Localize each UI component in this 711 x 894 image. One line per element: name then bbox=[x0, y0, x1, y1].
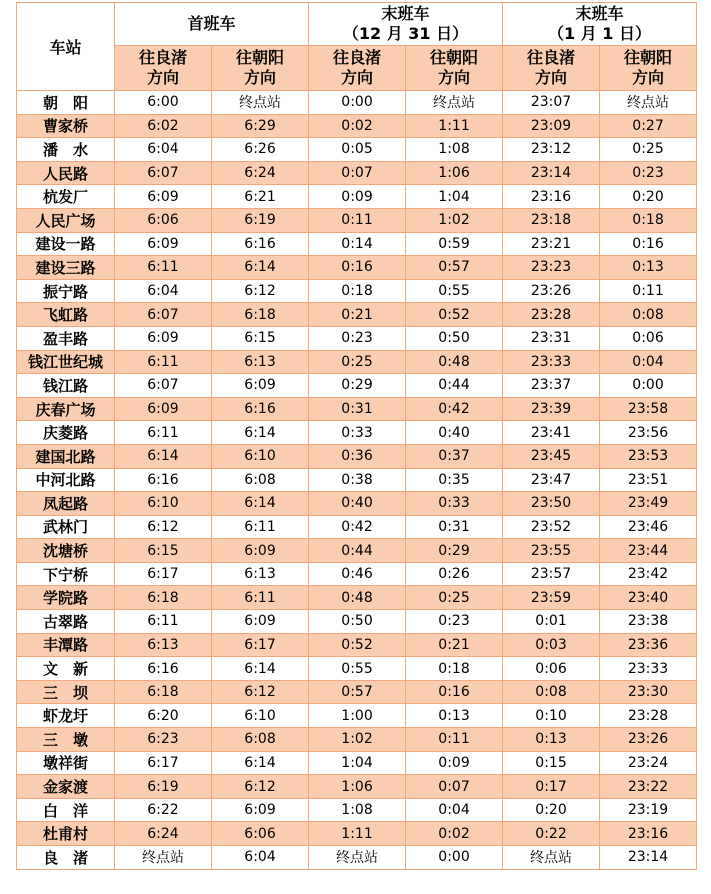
first-train-liangzhu-cell: 6:19 bbox=[115, 775, 212, 799]
last-dec31-liangzhu-cell: 0:18 bbox=[309, 279, 406, 303]
station-cell: 丰潭路 bbox=[17, 633, 115, 657]
table-row bbox=[17, 350, 697, 374]
last-dec31-chaoyang-cell: 1:11 bbox=[406, 114, 503, 138]
last-jan1-liangzhu-cell: 23:39 bbox=[503, 397, 600, 421]
table-row bbox=[17, 633, 697, 657]
first-train-liangzhu-cell: 6:09 bbox=[115, 326, 212, 350]
station-cell: 建设一路 bbox=[17, 232, 115, 256]
station-cell: 飞虹路 bbox=[17, 303, 115, 327]
first-train-liangzhu-cell: 6:12 bbox=[115, 515, 212, 539]
station-cell: 古翠路 bbox=[17, 610, 115, 634]
last-dec31-chaoyang-cell: 0:50 bbox=[406, 326, 503, 350]
last-dec31-liangzhu-cell: 0:57 bbox=[309, 680, 406, 704]
station-cell: 凤起路 bbox=[17, 492, 115, 516]
first-train-chaoyang-cell: 6:11 bbox=[212, 515, 309, 539]
last-dec31-chaoyang-cell: 0:13 bbox=[406, 704, 503, 728]
last-dec31-liangzhu-cell: 0:50 bbox=[309, 610, 406, 634]
header-last-train-dec31-title: 末班车 bbox=[381, 4, 430, 23]
header-dir-liangzhu: 往良渚 方向 bbox=[503, 46, 600, 91]
last-dec31-chaoyang-cell: 终点站 bbox=[406, 91, 503, 115]
station-cell: 墩祥街 bbox=[17, 751, 115, 775]
table-row bbox=[17, 279, 697, 303]
first-train-liangzhu-cell: 6:15 bbox=[115, 539, 212, 563]
station-cell: 振宁路 bbox=[17, 279, 115, 303]
station-cell: 钱江世纪城 bbox=[17, 350, 115, 374]
header-dir-chaoyang: 往朝阳 方向 bbox=[600, 46, 697, 91]
first-train-chaoyang-cell: 6:06 bbox=[212, 822, 309, 846]
first-train-chaoyang-cell: 6:29 bbox=[212, 114, 309, 138]
header-dir-chaoyang: 往朝阳 方向 bbox=[406, 46, 503, 91]
last-jan1-chaoyang-cell: 23:36 bbox=[600, 633, 697, 657]
last-jan1-chaoyang-cell: 23:30 bbox=[600, 680, 697, 704]
table-row bbox=[17, 303, 697, 327]
last-jan1-liangzhu-cell: 23:16 bbox=[503, 185, 600, 209]
last-dec31-liangzhu-cell: 0:02 bbox=[309, 114, 406, 138]
last-dec31-chaoyang-cell: 0:21 bbox=[406, 633, 503, 657]
last-dec31-chaoyang-cell: 0:07 bbox=[406, 775, 503, 799]
last-dec31-liangzhu-cell: 1:11 bbox=[309, 822, 406, 846]
table-row bbox=[17, 562, 697, 586]
table-row bbox=[17, 728, 697, 752]
table-row bbox=[17, 161, 697, 185]
table-row bbox=[17, 91, 697, 115]
last-jan1-chaoyang-cell: 23:16 bbox=[600, 822, 697, 846]
table-row bbox=[17, 515, 697, 539]
first-train-liangzhu-cell: 6:13 bbox=[115, 633, 212, 657]
timetable bbox=[16, 2, 697, 870]
last-dec31-chaoyang-cell: 1:06 bbox=[406, 161, 503, 185]
first-train-liangzhu-cell: 6:22 bbox=[115, 798, 212, 822]
table-row bbox=[17, 751, 697, 775]
last-dec31-liangzhu-cell: 0:09 bbox=[309, 185, 406, 209]
last-jan1-liangzhu-cell: 23:52 bbox=[503, 515, 600, 539]
first-train-liangzhu-cell: 6:09 bbox=[115, 232, 212, 256]
last-jan1-liangzhu-cell: 23:14 bbox=[503, 161, 600, 185]
last-jan1-liangzhu-cell: 23:23 bbox=[503, 256, 600, 280]
last-jan1-chaoyang-cell: 0:23 bbox=[600, 161, 697, 185]
last-jan1-liangzhu-cell: 23:07 bbox=[503, 91, 600, 115]
first-train-liangzhu-cell: 6:24 bbox=[115, 822, 212, 846]
first-train-chaoyang-cell: 6:10 bbox=[212, 444, 309, 468]
last-dec31-chaoyang-cell: 0:52 bbox=[406, 303, 503, 327]
station-cell: 人民广场 bbox=[17, 208, 115, 232]
table-row bbox=[17, 798, 697, 822]
last-dec31-chaoyang-cell: 0:33 bbox=[406, 492, 503, 516]
station-cell: 三 墩 bbox=[17, 728, 115, 752]
last-jan1-liangzhu-cell: 23:41 bbox=[503, 421, 600, 445]
station-cell: 中河北路 bbox=[17, 468, 115, 492]
last-jan1-liangzhu-cell: 0:01 bbox=[503, 610, 600, 634]
first-train-chaoyang-cell: 6:14 bbox=[212, 421, 309, 445]
first-train-liangzhu-cell: 6:02 bbox=[115, 114, 212, 138]
last-jan1-liangzhu-cell: 23:33 bbox=[503, 350, 600, 374]
last-dec31-chaoyang-cell: 0:09 bbox=[406, 751, 503, 775]
last-jan1-liangzhu-cell: 23:28 bbox=[503, 303, 600, 327]
last-dec31-liangzhu-cell: 0:29 bbox=[309, 374, 406, 398]
last-dec31-liangzhu-cell: 0:00 bbox=[309, 91, 406, 115]
last-jan1-liangzhu-cell: 23:18 bbox=[503, 208, 600, 232]
header-dir-chaoyang: 往朝阳 方向 bbox=[212, 46, 309, 91]
header-last-train-dec31 bbox=[309, 3, 503, 46]
last-dec31-chaoyang-cell: 0:11 bbox=[406, 728, 503, 752]
last-dec31-chaoyang-cell: 1:04 bbox=[406, 185, 503, 209]
last-jan1-chaoyang-cell: 终点站 bbox=[600, 91, 697, 115]
station-cell: 盈丰路 bbox=[17, 326, 115, 350]
last-jan1-chaoyang-cell: 0:13 bbox=[600, 256, 697, 280]
first-train-liangzhu-cell: 6:11 bbox=[115, 421, 212, 445]
station-cell: 庆菱路 bbox=[17, 421, 115, 445]
last-jan1-chaoyang-cell: 23:49 bbox=[600, 492, 697, 516]
last-dec31-liangzhu-cell: 0:46 bbox=[309, 562, 406, 586]
station-cell: 良 渚 bbox=[17, 846, 115, 870]
last-dec31-chaoyang-cell: 0:37 bbox=[406, 444, 503, 468]
last-jan1-liangzhu-cell: 23:50 bbox=[503, 492, 600, 516]
last-dec31-liangzhu-cell: 0:07 bbox=[309, 161, 406, 185]
table-row bbox=[17, 256, 697, 280]
table-row bbox=[17, 468, 697, 492]
first-train-chaoyang-cell: 6:21 bbox=[212, 185, 309, 209]
last-jan1-liangzhu-cell: 23:55 bbox=[503, 539, 600, 563]
last-dec31-liangzhu-cell: 0:14 bbox=[309, 232, 406, 256]
table-row bbox=[17, 680, 697, 704]
station-cell: 文 新 bbox=[17, 657, 115, 681]
last-dec31-chaoyang-cell: 0:35 bbox=[406, 468, 503, 492]
station-cell: 庆春广场 bbox=[17, 397, 115, 421]
first-train-chaoyang-cell: 6:11 bbox=[212, 586, 309, 610]
last-dec31-chaoyang-cell: 0:29 bbox=[406, 539, 503, 563]
first-train-chaoyang-cell: 6:14 bbox=[212, 492, 309, 516]
last-jan1-liangzhu-cell: 0:17 bbox=[503, 775, 600, 799]
first-train-chaoyang-cell: 6:10 bbox=[212, 704, 309, 728]
last-jan1-liangzhu-cell: 23:37 bbox=[503, 374, 600, 398]
table-row bbox=[17, 444, 697, 468]
last-dec31-chaoyang-cell: 1:02 bbox=[406, 208, 503, 232]
last-jan1-chaoyang-cell: 0:25 bbox=[600, 138, 697, 162]
station-cell: 虾龙圩 bbox=[17, 704, 115, 728]
header-first-train: 首班车 bbox=[115, 3, 309, 46]
table-row bbox=[17, 539, 697, 563]
last-jan1-liangzhu-cell: 23:26 bbox=[503, 279, 600, 303]
first-train-chaoyang-cell: 6:17 bbox=[212, 633, 309, 657]
last-dec31-chaoyang-cell: 0:40 bbox=[406, 421, 503, 445]
last-dec31-chaoyang-cell: 0:42 bbox=[406, 397, 503, 421]
last-dec31-liangzhu-cell: 0:40 bbox=[309, 492, 406, 516]
last-dec31-chaoyang-cell: 0:55 bbox=[406, 279, 503, 303]
last-dec31-liangzhu-cell: 1:00 bbox=[309, 704, 406, 728]
last-jan1-chaoyang-cell: 0:04 bbox=[600, 350, 697, 374]
last-jan1-chaoyang-cell: 0:08 bbox=[600, 303, 697, 327]
table-row bbox=[17, 657, 697, 681]
table-row bbox=[17, 775, 697, 799]
last-jan1-chaoyang-cell: 23:42 bbox=[600, 562, 697, 586]
last-dec31-liangzhu-cell: 1:06 bbox=[309, 775, 406, 799]
last-dec31-chaoyang-cell: 0:04 bbox=[406, 798, 503, 822]
table-row bbox=[17, 704, 697, 728]
last-dec31-liangzhu-cell: 0:23 bbox=[309, 326, 406, 350]
last-jan1-liangzhu-cell: 0:08 bbox=[503, 680, 600, 704]
last-jan1-liangzhu-cell: 23:47 bbox=[503, 468, 600, 492]
last-jan1-chaoyang-cell: 23:40 bbox=[600, 586, 697, 610]
last-dec31-liangzhu-cell: 0:05 bbox=[309, 138, 406, 162]
first-train-chaoyang-cell: 6:15 bbox=[212, 326, 309, 350]
last-dec31-liangzhu-cell: 0:33 bbox=[309, 421, 406, 445]
first-train-liangzhu-cell: 6:07 bbox=[115, 303, 212, 327]
station-cell: 沈塘桥 bbox=[17, 539, 115, 563]
last-dec31-liangzhu-cell: 0:48 bbox=[309, 586, 406, 610]
station-cell: 下宁桥 bbox=[17, 562, 115, 586]
first-train-chaoyang-cell: 6:14 bbox=[212, 256, 309, 280]
last-dec31-chaoyang-cell: 0:02 bbox=[406, 822, 503, 846]
first-train-chaoyang-cell: 6:16 bbox=[212, 232, 309, 256]
last-jan1-chaoyang-cell: 0:16 bbox=[600, 232, 697, 256]
last-dec31-liangzhu-cell: 0:38 bbox=[309, 468, 406, 492]
first-train-chaoyang-cell: 6:14 bbox=[212, 657, 309, 681]
last-jan1-chaoyang-cell: 23:22 bbox=[600, 775, 697, 799]
first-train-liangzhu-cell: 6:16 bbox=[115, 468, 212, 492]
first-train-chaoyang-cell: 6:04 bbox=[212, 846, 309, 870]
last-dec31-chaoyang-cell: 0:23 bbox=[406, 610, 503, 634]
last-dec31-chaoyang-cell: 0:31 bbox=[406, 515, 503, 539]
first-train-chaoyang-cell: 6:26 bbox=[212, 138, 309, 162]
table-row bbox=[17, 232, 697, 256]
station-cell: 钱江路 bbox=[17, 374, 115, 398]
header-dir-liangzhu: 往良渚 方向 bbox=[115, 46, 212, 91]
first-train-liangzhu-cell: 6:17 bbox=[115, 562, 212, 586]
last-jan1-chaoyang-cell: 23:51 bbox=[600, 468, 697, 492]
first-train-liangzhu-cell: 6:14 bbox=[115, 444, 212, 468]
last-jan1-chaoyang-cell: 23:14 bbox=[600, 846, 697, 870]
last-jan1-chaoyang-cell: 0:00 bbox=[600, 374, 697, 398]
station-cell: 白 洋 bbox=[17, 798, 115, 822]
station-cell: 金家渡 bbox=[17, 775, 115, 799]
station-cell: 曹家桥 bbox=[17, 114, 115, 138]
last-jan1-chaoyang-cell: 23:53 bbox=[600, 444, 697, 468]
station-cell: 建国北路 bbox=[17, 444, 115, 468]
last-dec31-chaoyang-cell: 0:48 bbox=[406, 350, 503, 374]
station-cell: 杜甫村 bbox=[17, 822, 115, 846]
last-jan1-chaoyang-cell: 23:28 bbox=[600, 704, 697, 728]
header-last-train-jan1-title: 末班车 bbox=[575, 4, 624, 23]
last-jan1-liangzhu-cell: 23:59 bbox=[503, 586, 600, 610]
table-row bbox=[17, 326, 697, 350]
last-dec31-chaoyang-cell: 0:26 bbox=[406, 562, 503, 586]
station-cell: 建设三路 bbox=[17, 256, 115, 280]
table-row bbox=[17, 846, 697, 870]
first-train-liangzhu-cell: 6:04 bbox=[115, 279, 212, 303]
header-last-train-jan1 bbox=[503, 3, 697, 46]
last-dec31-liangzhu-cell: 1:02 bbox=[309, 728, 406, 752]
table-row bbox=[17, 138, 697, 162]
last-dec31-liangzhu-cell: 0:25 bbox=[309, 350, 406, 374]
first-train-chaoyang-cell: 6:08 bbox=[212, 728, 309, 752]
first-train-chaoyang-cell: 6:09 bbox=[212, 798, 309, 822]
station-cell: 学院路 bbox=[17, 586, 115, 610]
table-row bbox=[17, 610, 697, 634]
first-train-liangzhu-cell: 6:10 bbox=[115, 492, 212, 516]
last-dec31-liangzhu-cell: 1:04 bbox=[309, 751, 406, 775]
first-train-liangzhu-cell: 6:23 bbox=[115, 728, 212, 752]
last-dec31-chaoyang-cell: 0:57 bbox=[406, 256, 503, 280]
table-row bbox=[17, 421, 697, 445]
timetable-body bbox=[17, 91, 697, 870]
station-cell: 朝 阳 bbox=[17, 91, 115, 115]
first-train-liangzhu-cell: 6:20 bbox=[115, 704, 212, 728]
header-dir-liangzhu: 往良渚 方向 bbox=[309, 46, 406, 91]
first-train-liangzhu-cell: 6:11 bbox=[115, 256, 212, 280]
first-train-liangzhu-cell: 6:09 bbox=[115, 185, 212, 209]
first-train-chaoyang-cell: 6:12 bbox=[212, 775, 309, 799]
last-dec31-chaoyang-cell: 0:25 bbox=[406, 586, 503, 610]
first-train-chaoyang-cell: 6:08 bbox=[212, 468, 309, 492]
last-dec31-liangzhu-cell: 0:44 bbox=[309, 539, 406, 563]
last-jan1-chaoyang-cell: 23:46 bbox=[600, 515, 697, 539]
table-row bbox=[17, 492, 697, 516]
last-jan1-liangzhu-cell: 23:12 bbox=[503, 138, 600, 162]
last-jan1-chaoyang-cell: 23:56 bbox=[600, 421, 697, 445]
first-train-chaoyang-cell: 6:09 bbox=[212, 610, 309, 634]
last-dec31-liangzhu-cell: 终点站 bbox=[309, 846, 406, 870]
last-dec31-liangzhu-cell: 1:08 bbox=[309, 798, 406, 822]
last-jan1-chaoyang-cell: 0:27 bbox=[600, 114, 697, 138]
last-jan1-liangzhu-cell: 0:10 bbox=[503, 704, 600, 728]
first-train-chaoyang-cell: 6:12 bbox=[212, 680, 309, 704]
last-jan1-liangzhu-cell: 0:20 bbox=[503, 798, 600, 822]
last-dec31-chaoyang-cell: 1:08 bbox=[406, 138, 503, 162]
first-train-chaoyang-cell: 6:13 bbox=[212, 350, 309, 374]
first-train-chaoyang-cell: 6:16 bbox=[212, 397, 309, 421]
last-jan1-chaoyang-cell: 0:06 bbox=[600, 326, 697, 350]
last-jan1-chaoyang-cell: 23:33 bbox=[600, 657, 697, 681]
last-dec31-chaoyang-cell: 0:00 bbox=[406, 846, 503, 870]
last-dec31-chaoyang-cell: 0:18 bbox=[406, 657, 503, 681]
first-train-chaoyang-cell: 6:09 bbox=[212, 374, 309, 398]
last-dec31-liangzhu-cell: 0:52 bbox=[309, 633, 406, 657]
last-dec31-chaoyang-cell: 0:44 bbox=[406, 374, 503, 398]
last-jan1-liangzhu-cell: 0:15 bbox=[503, 751, 600, 775]
last-jan1-liangzhu-cell: 23:45 bbox=[503, 444, 600, 468]
first-train-liangzhu-cell: 终点站 bbox=[115, 846, 212, 870]
last-jan1-chaoyang-cell: 0:20 bbox=[600, 185, 697, 209]
last-jan1-liangzhu-cell: 0:22 bbox=[503, 822, 600, 846]
first-train-chaoyang-cell: 6:24 bbox=[212, 161, 309, 185]
first-train-liangzhu-cell: 6:07 bbox=[115, 161, 212, 185]
last-dec31-liangzhu-cell: 0:42 bbox=[309, 515, 406, 539]
first-train-liangzhu-cell: 6:04 bbox=[115, 138, 212, 162]
table-row bbox=[17, 374, 697, 398]
last-dec31-liangzhu-cell: 0:55 bbox=[309, 657, 406, 681]
first-train-liangzhu-cell: 6:18 bbox=[115, 680, 212, 704]
first-train-liangzhu-cell: 6:11 bbox=[115, 610, 212, 634]
last-jan1-liangzhu-cell: 0:03 bbox=[503, 633, 600, 657]
first-train-liangzhu-cell: 6:16 bbox=[115, 657, 212, 681]
station-cell: 三 坝 bbox=[17, 680, 115, 704]
first-train-chaoyang-cell: 终点站 bbox=[212, 91, 309, 115]
last-dec31-liangzhu-cell: 0:21 bbox=[309, 303, 406, 327]
station-cell: 人民路 bbox=[17, 161, 115, 185]
last-jan1-liangzhu-cell: 终点站 bbox=[503, 846, 600, 870]
table-row bbox=[17, 822, 697, 846]
last-dec31-liangzhu-cell: 0:11 bbox=[309, 208, 406, 232]
table-row bbox=[17, 114, 697, 138]
first-train-chaoyang-cell: 6:09 bbox=[212, 539, 309, 563]
first-train-chaoyang-cell: 6:13 bbox=[212, 562, 309, 586]
first-train-chaoyang-cell: 6:12 bbox=[212, 279, 309, 303]
station-cell: 潘 水 bbox=[17, 138, 115, 162]
last-jan1-liangzhu-cell: 23:09 bbox=[503, 114, 600, 138]
last-jan1-liangzhu-cell: 23:21 bbox=[503, 232, 600, 256]
last-jan1-liangzhu-cell: 0:06 bbox=[503, 657, 600, 681]
first-train-liangzhu-cell: 6:00 bbox=[115, 91, 212, 115]
station-cell: 武林门 bbox=[17, 515, 115, 539]
last-jan1-chaoyang-cell: 0:18 bbox=[600, 208, 697, 232]
first-train-chaoyang-cell: 6:18 bbox=[212, 303, 309, 327]
station-cell: 杭发厂 bbox=[17, 185, 115, 209]
first-train-liangzhu-cell: 6:09 bbox=[115, 397, 212, 421]
last-dec31-liangzhu-cell: 0:36 bbox=[309, 444, 406, 468]
first-train-liangzhu-cell: 6:07 bbox=[115, 374, 212, 398]
table-row bbox=[17, 208, 697, 232]
last-jan1-liangzhu-cell: 0:13 bbox=[503, 728, 600, 752]
header-station: 车站 bbox=[17, 3, 115, 91]
first-train-liangzhu-cell: 6:17 bbox=[115, 751, 212, 775]
header-last-train-jan1-date: （1 月 1 日） bbox=[548, 24, 652, 43]
last-dec31-liangzhu-cell: 0:31 bbox=[309, 397, 406, 421]
first-train-liangzhu-cell: 6:11 bbox=[115, 350, 212, 374]
last-dec31-chaoyang-cell: 0:16 bbox=[406, 680, 503, 704]
last-jan1-chaoyang-cell: 23:58 bbox=[600, 397, 697, 421]
first-train-liangzhu-cell: 6:18 bbox=[115, 586, 212, 610]
last-dec31-liangzhu-cell: 0:16 bbox=[309, 256, 406, 280]
table-row bbox=[17, 397, 697, 421]
first-train-liangzhu-cell: 6:06 bbox=[115, 208, 212, 232]
last-jan1-chaoyang-cell: 23:38 bbox=[600, 610, 697, 634]
table-row bbox=[17, 185, 697, 209]
last-jan1-chaoyang-cell: 23:44 bbox=[600, 539, 697, 563]
last-jan1-chaoyang-cell: 0:11 bbox=[600, 279, 697, 303]
last-jan1-chaoyang-cell: 23:19 bbox=[600, 798, 697, 822]
first-train-chaoyang-cell: 6:14 bbox=[212, 751, 309, 775]
last-dec31-chaoyang-cell: 0:59 bbox=[406, 232, 503, 256]
last-jan1-liangzhu-cell: 23:57 bbox=[503, 562, 600, 586]
last-jan1-liangzhu-cell: 23:31 bbox=[503, 326, 600, 350]
header-last-train-dec31-date: （12 月 31 日） bbox=[342, 24, 469, 43]
last-jan1-chaoyang-cell: 23:24 bbox=[600, 751, 697, 775]
last-jan1-chaoyang-cell: 23:26 bbox=[600, 728, 697, 752]
first-train-chaoyang-cell: 6:19 bbox=[212, 208, 309, 232]
table-row bbox=[17, 586, 697, 610]
